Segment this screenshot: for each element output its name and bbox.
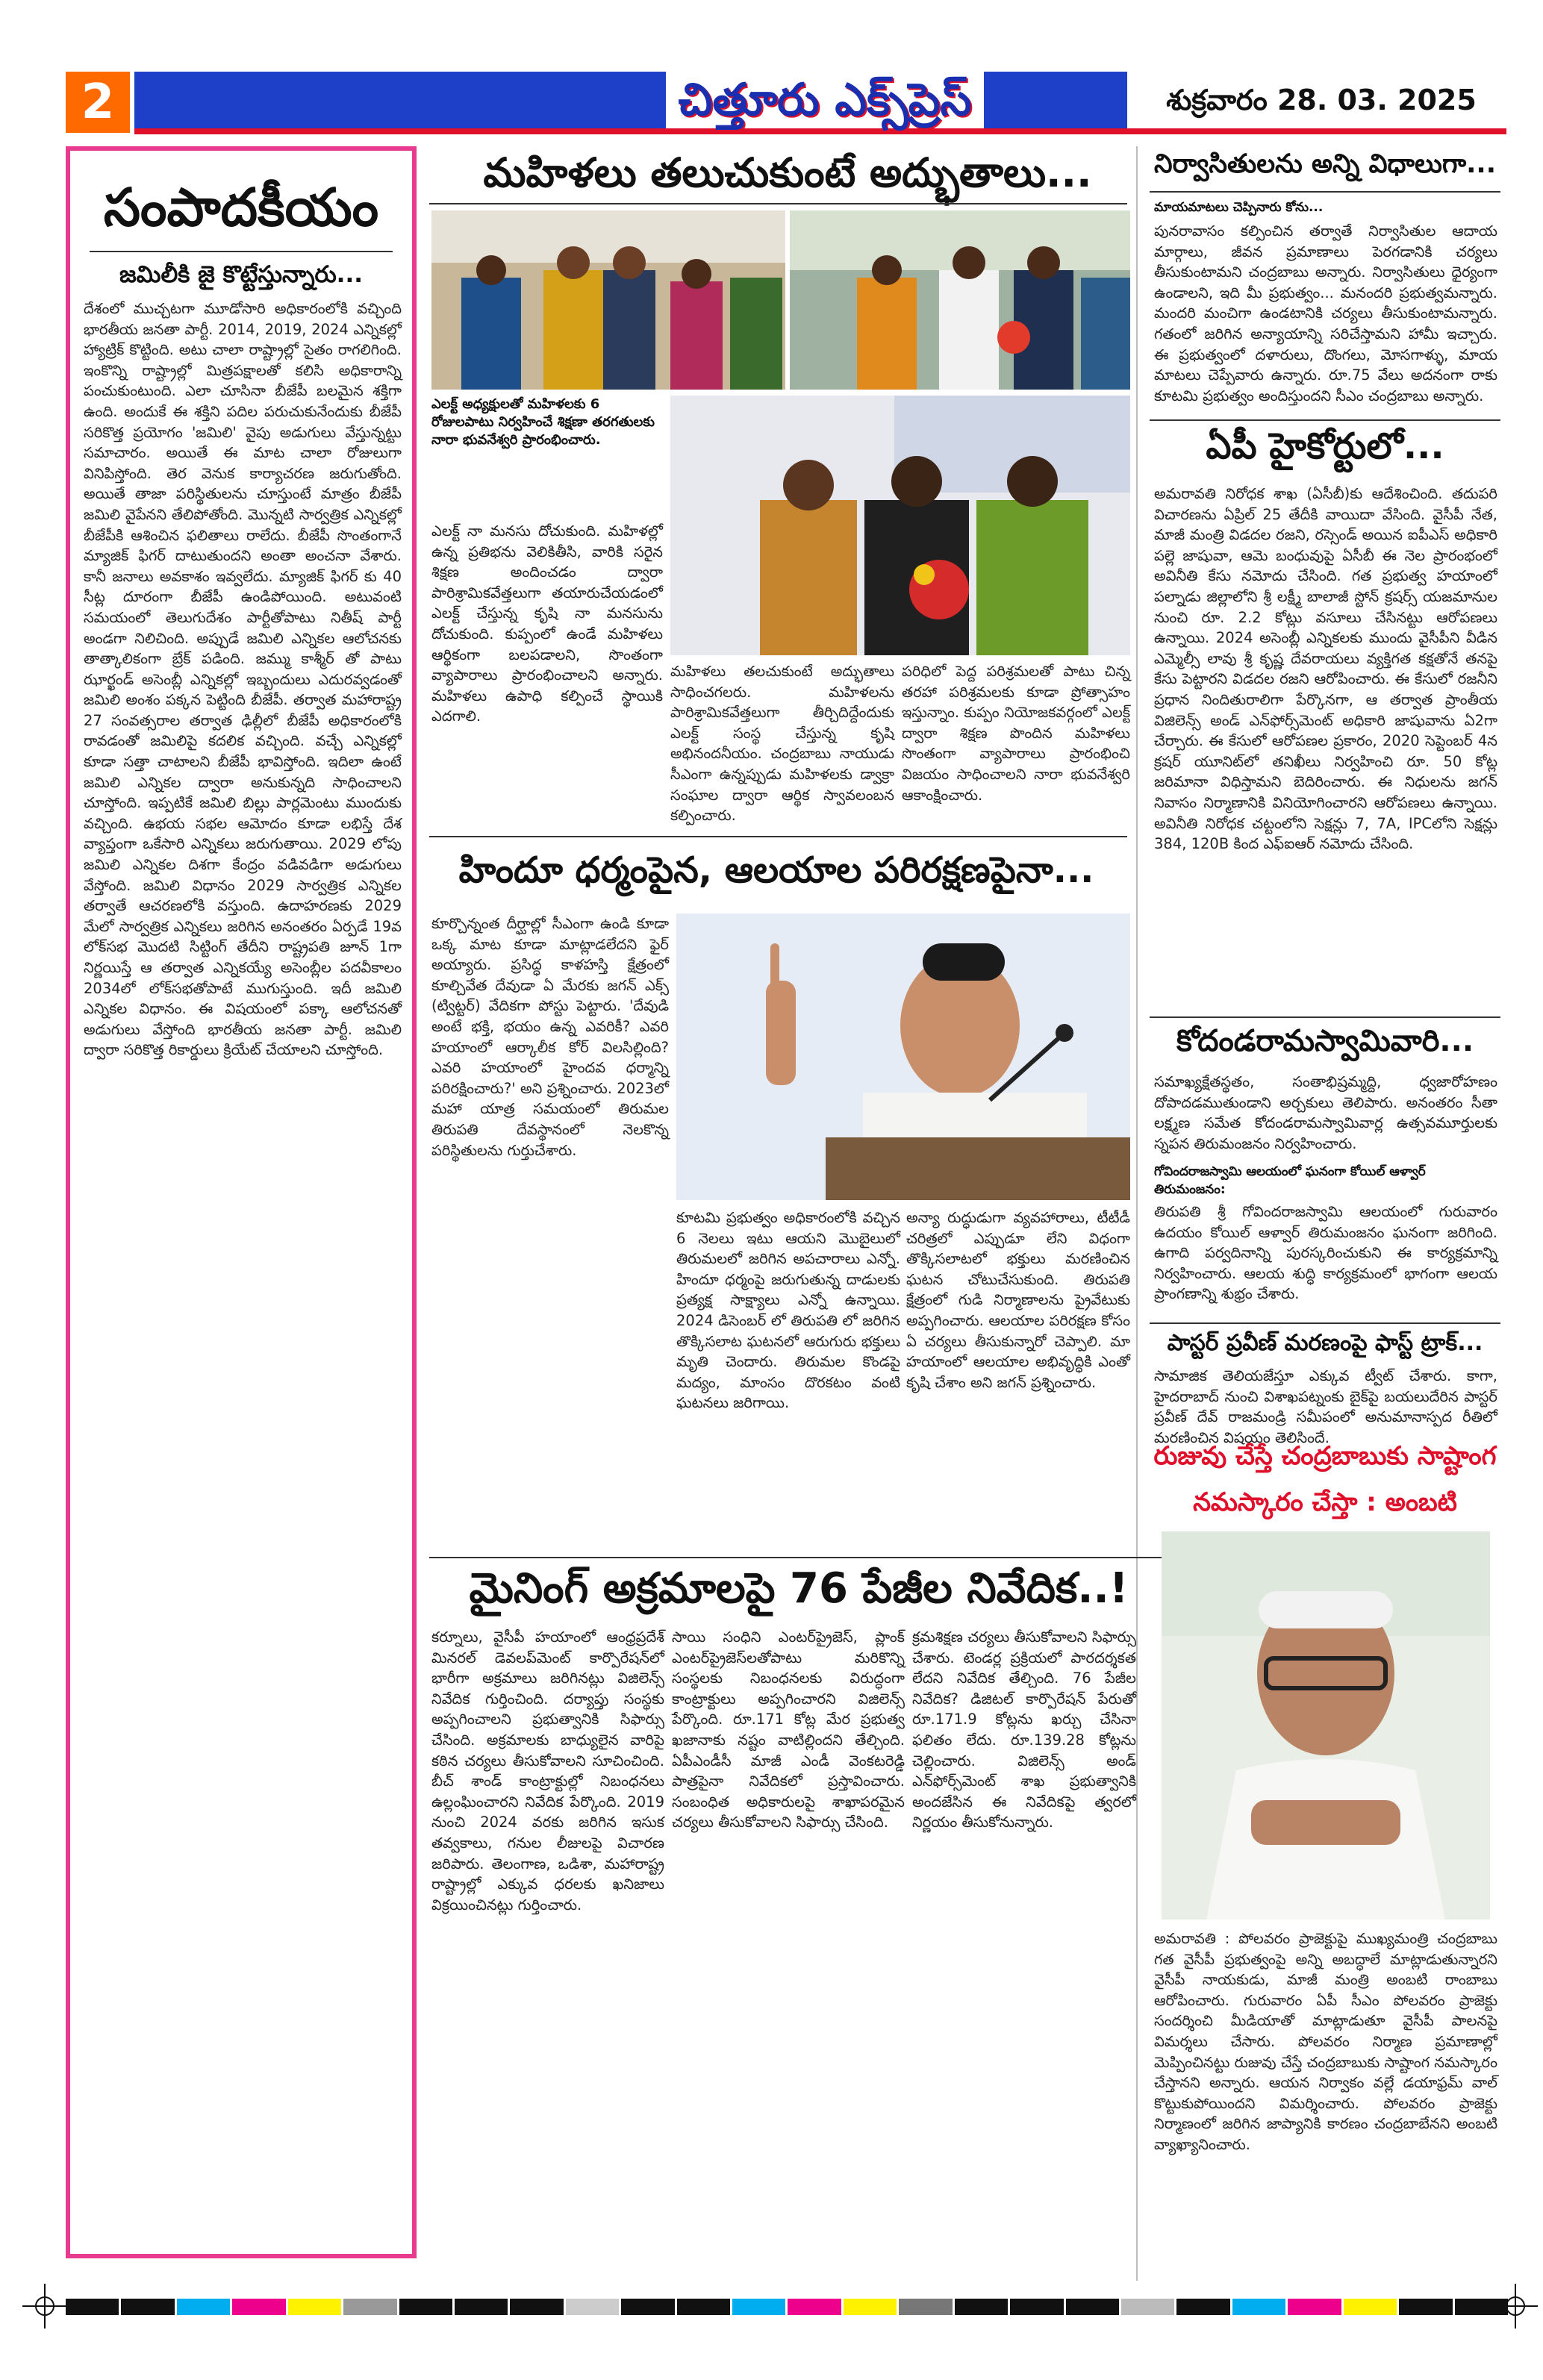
photo-event-main <box>670 396 1130 655</box>
headline-rujuvu: రుజువు చేస్తే చంద్రబాబుకు సాష్టాంగ నమస్కారం చేస్తా : అంబటి <box>1153 1441 1497 1517</box>
headline-mining: మైనింగ్ అక్రమాలపై 76 పేజీల నివేదిక..! <box>469 1564 1129 1613</box>
print-color-strip <box>66 2299 1508 2315</box>
headline-nirvasitu: నిర్వాసితులను అన్ని విధాలుగా... <box>1153 149 1496 179</box>
highcourt-body: అమరావతి నిరోధక శాఖ (ఏసీబీ)కు ఆదేశించింది. తదుపరి విచారణను ఏప్రిల్ 25 తేదీకి వాయిదా వేసింది. వైసీపీ నేత, మాజీ మంత్రి విడదల రజని, రస్సెండ్ అయిన ఐపీఎస్ అధికారి పల్లె జాషువా, ఆమె బంధువుపై ఏసీబీ ఈ నెల ప్రారంభంలో అవినీతి కేసు నమోదు చేసింది. గత ప్రభుత్వ హయాంలో పల్నాడు జిల్లాలోని శ్రీ లక్ష్మీ బాలాజీ స్టోన్ క్రషర్స్ యజమానుల నుంచి రూ. 2.2 కోట్లు వసూలు చేసినట్టు ఆరోపణలు ఉన్నాయి. 2024 అసెంబ్లీ ఎన్నికలకు ముందు వైసీపీని వీడిన ఎమ్మెల్సీ లావు శ్రీ కృష్ణ దేవరాయలు వ్యక్తిగత కక్షతోనే తనపై కేసు పెట్టారని విడదల రజని ఆరోపించారు. ఈ కేసులో రజనీని ప్రధాన నిందితురాలిగా పేర్కొనగా, ఆ తర్వాత ప్రాంతీయ విజిలెన్స్ అండ్ ఎన్‌ఫోర్స్‌మెంట్ అధికారి జాషువాను ఏ2గా చేర్చారు. ఈ కేసులో ఆరోపణల ప్రకారం, 2020 సెప్టెంబర్ 4న క్రషర్ యూనిట్‌లో తనిఖీలు నిర్వహించి రూ. 50 కోట్ల జరిమానా విధిస్తామని బెదిరించారు. ఈ నిధులను జగన్ నివాసం నిర్మాణానికి వినియోగించారని ఆరోపణలు ఉన్నాయి. అవినీతి నిరోధక చట్టంలోని సెక్షన్లు 7, 7A, IPCలోని సెక్షన్లు 384, 120B కింద ఎఫ్‌ఐఆర్ నమోదు చేసింది. <box>1154 485 1497 853</box>
masthead-bar-left <box>134 72 666 128</box>
headline-mahila: మహిళలు తలుచుకుంటే అద్భుతాలు... <box>483 149 1092 196</box>
photo-caption: ఎలక్ట్ అధ్యక్షులతో మహిళలకు 6 రోజులపాటు నిర్వహించే శిక్షణా తరగతులకు నారా భువనేశ్వరి ప్రారంభించారు. <box>431 396 655 448</box>
page-number: 2 <box>66 72 130 133</box>
section-rule <box>1150 1016 1500 1018</box>
section-rule <box>429 1557 1176 1558</box>
photo-ambati <box>1162 1531 1490 1920</box>
hindu-body-2: కూటమి ప్రభుత్వం అధికారంలోకి వచ్చిన 6 నెలలు ఇటు ఆయని మొబైలులో తిరుమలలో జరిగిన అపచారాలు ఎన్నో. హిందూ ధర్మంపై జరుగుతున్న దాడులకు ప్రత్యక్ష సాక్ష్యాలు ఎన్నో ఉన్నాయి. 2024 డిసెంబర్ లో తిరుపతి లో జరిగిన తొక్కిసలాట ఘటనలో ఆరుగురు భక్తులు మృతి చెందారు. తిరుమల కొండపై మద్యం, మాంసం దొరకటం వంటి ఘటనలు జరిగాయి. <box>676 1209 900 1412</box>
section-rule <box>1150 419 1500 421</box>
headline-rule <box>429 203 1127 204</box>
photo-event-2 <box>790 210 1130 390</box>
mining-body-1: కర్నూలు, వైసీపీ హయాంలో ఆంధ్రప్రదేశ్ మినరల్ డెవలప్‌మెంట్ కార్పొరేషన్‌లో భారీగా అక్రమాలు జరిగినట్లు విజిలెన్స్ నివేదిక గుర్తించింది. దర్యాప్తు సంస్థకు అప్పగించాలని ప్రభుత్వానికి సిఫార్సు చేసింది. అక్రమాలకు బాధ్యులైన వారిపై కఠిన చర్యలు తీసుకోవాలని సూచించింది. బీచ్ శాండ్ కాంట్రాక్టుల్లో నిబంధనలు ఉల్లంఘించారని నివేదిక పేర్కొంది. 2019 నుంచి 2024 వరకు జరిగిన ఇసుక తవ్వకాలు, గనుల లీజులపై విచారణ జరిపారు. తెలంగాణ, ఒడిశా, మహారాష్ట్ర రాష్ట్రాల్లో ఎక్కువ ధరలకు ఖనిజాలు విక్రయించినట్లు గుర్తించారు. <box>431 1628 664 1914</box>
column-separator <box>1136 146 1138 2281</box>
editorial-subtitle: జమిలీకి జై కొట్టేస్తున్నారు... <box>119 261 363 288</box>
headline-rule <box>1150 191 1500 193</box>
headline-kodanda: కోదండరామస్వామివారి... <box>1176 1024 1474 1058</box>
editorial-body: దేశంలో ముచ్చటగా మూడోసారి అధికారంలోకి వచ్చింది భారతీయ జనతా పార్టీ. 2014, 2019, 2024 ఎన్నికల్లో హ్యాట్రిక్ కొట్టింది. అటు చాలా రాష్ట్రాల్లో సైతం రాగలిగింది. ఇంకొన్ని రాష్ట్రాల్లో మిత్రపక్షాలతో కలిసి అధికారాన్ని పంచుకుంటుంది. ఎలా చూసినా బీజేపీ బలమైన శక్తిగా ఉంది. అందుకే ఈ శక్తిని పదిల పరుచుకునేందుకు బీజేపీ సరికొత్త ప్రయోగం 'జమిలి' వైపు అడుగులు వేస్తున్నట్టు సమాచారం. అయితే ఈ మాట చాలా రోజులుగా వినిపిస్తోంది. తెర వెనుక కార్యాచరణ జరుగుతోంది. అయితే తాజా పరిస్థితులను చూస్తుంటే మాత్రం బీజేపీ జమిలి వైపేనని తేలిపోతోంది. మొన్నటి సార్వత్రిక ఎన్నికల్లో బీజేపీకి ఆశించిన ఫలితాలు రాలేదు. బీజేపీ సొంతంగానే మ్యాజిక్ ఫిగర్ దాటుతుందని అంతా అంచనా వేశారు. కానీ జనాలు అవకాశం ఇవ్వలేదు. మ్యాజిక్ ఫిగర్ కు 40 సీట్ల దూరంగా బీజేపీ ఉండిపోయింది. అటువంటి సమయంలో తెలుగుదేశం పార్టీతోపాటు నితీష్ పార్టీ అండగా నిలిచింది. అప్పుడే జమిలి ఎన్నికల ఆలోచనకు తాత్కాలికంగా బ్రేక్ పడింది. జమ్ము కాశ్మీర్ తో పాటు ఝార్ఖండ్ అసెంబ్లీ ఎన్నికల్లో ఇబ్బందులు ఎదురవ్వడంతో జమిలి అంశం పక్కన పెట్టింది బీజేపీ. తర్వాత మహారాష్ట్ర 27 సంవత్సరాల తర్వాత ఢిల్లీలో బీజేపీ అధికారంలోకి రావడంతో జమిలిపై కదలిక వచ్చింది. వచ్చే ఎన్నికల్లో కూడా సత్తా చాటాలని బీజేపీ భావిస్తోంది. ఇదిలా ఉంటే జమిలి ఎన్నికల ద్వారా అనుకున్నది సాధించాలని చూస్తోంది. ఇప్పటికే జమిలి బిల్లు పార్లమెంటు ముందుకు వచ్చింది. ఉభయ సభల ఆమోదం కూడా లభిస్తే దేశ వ్యాప్తంగా ఒకేసారి ఎన్నికలు జరుగుతాయి. 2029 లోపు జమిలి ఎన్నికల దిశగా కేంద్రం వడివడిగా అడుగులు వేస్తోంది. జమిలి విధానం 2029 సార్వత్రిక ఎన్నికల తర్వాతే ఆచరణలోకి వస్తుంది. ఉదాహరణకు 2029 మేలో సార్వత్రిక ఎన్నికలు జరిగిన అనంతరం ఏర్పడే 19వ లోక్‌సభ మొదటి సిట్టింగ్ తేదీని రాష్ట్రపతి జూన్ 1గా నిర్ణయిస్తే ఆ తర్వాత ఎన్నికయ్యే అసెంబ్లీల పదవీకాలం 2034లో లోక్‌సభతోపాటే ముగుస్తుంది. ఇదీ జమిలి ఎన్నికల విధానం. ఈ విషయంలో పక్కా ఆలోచనతో అడుగులు వేస్తోంది భారతీయ జనతా పార్టీ. జమిలి ద్వారా సరికొత్త రికార్డులు క్రియేట్ చేయాలని చూస్తోంది. <box>84 300 402 1059</box>
section-rule <box>429 836 1127 837</box>
kodanda-body: సమాఖ్యక్షేతస్థతం, సంతాభిష్రమ్మద్ది, ధ్వజారోహణం దోపాదడముతుండాని అర్చకులు తెలిపారు. అనంతరం సీతా లక్ష్మణ సమేత కోదండరామస్వామివార్ల ఉత్సవమూర్తులకు స్నపన తిరుమంజనం నిర్వహించారు. <box>1154 1073 1497 1152</box>
headline-hindu: హిందూ ధర్మంపైన, ఆలయాల పరిరక్షణపైనా... <box>458 849 1094 891</box>
mining-body-3: క్రమశిక్షణ చర్యలు తీసుకోవాలని సిఫార్సు చేశారు. టెండర్ల ప్రక్రియలో పారదర్శకత లేదని నివేదిక తేల్చింది. 76 పేజీల నివేదిక? డిజిటల్ కార్పొరేషన్ పేరుతో రూ.171.9 కోట్లను ఖర్చు చేసినా ఫలితం లేదు. రూ.139.28 కోట్లను చెల్లించారు. విజిలెన్స్ అండ్ ఎన్‌ఫోర్స్‌మెంట్ శాఖ ప్రభుత్వానికి అందజేసిన ఈ నివేదికపై త్వరలో నిర్ణయం తీసుకోనున్నారు. <box>912 1628 1136 1831</box>
mahila-body-3: పరిధిలో పెద్ద పరిశ్రమలతో పాటు చిన్న తరహా పరిశ్రమలకు కూడా ప్రోత్సాహం ఇస్తున్నాం. కుప్పం నియోజకవర్గంలో ఎలక్ట్ ద్వారా శిక్షణ పొందిన మహిళలు సొంతంగా వ్యాపారాలు ప్రారంభించి విజయం సాధించాలని నారా భువనేశ్వరి ఆకాంక్షించారు. <box>902 663 1130 804</box>
hindu-body-1: కూర్చొన్నంత దీర్ఘాల్లో సీఎంగా ఉండి కూడా ఒక్క మాట కూడా మాట్లాడలేదని ఫైర్ అయ్యారు. ప్రసిద్ధ కాళహస్తి క్షేత్రంలో కూల్చివేత దేవుడా ఏ మేరకు జగన్ ఎక్స్ (ట్విట్టర్) వేదికగా పోస్టు పెట్టారు. 'దేవుడి అంటే భక్తి, భయం ఉన్న ఎవరికీ? ఎవరి హయాంలో ఆర్కాలీక కోర్ విలసిల్లింది? ఎవరి హయాంలో హైందవ ధర్మాన్ని పరిరక్షించారు?' అని ప్రశ్నించారు. 2023లో మహా యాత్ర సమయంలో తిరుమల తిరుపతి దేవస్థానంలో నెలకొన్న పరిస్థితులను గుర్తుచేశారు. <box>431 915 669 1159</box>
crosshair-icon <box>22 2284 67 2329</box>
headline-highcourt: ఏపీ హైకోర్టులో... <box>1206 425 1444 467</box>
headline-pastor: పాస్టర్ ప్రవీణ్ మరణంపై ఫాస్ట్ ట్రాక్... <box>1167 1330 1483 1356</box>
section-rule <box>1150 1322 1500 1324</box>
kodanda-subhead: గోవిందరాజస్వామి ఆలయంలో ఘనంగా కోయిల్ ఆళ్వార్ తిరుమంజనం: <box>1154 1164 1426 1197</box>
editorial-title: సంపాదకీయం <box>103 176 379 238</box>
mining-body-2: సాయి సంధిని ఎంటర్‌ప్రైజెస్, ప్లాంక్ ఎంటర్‌ప్రైజెస్‌లతోపాటు మరికొన్ని సంస్థలకు నిబంధనలకు విరుద్ధంగా కాంట్రాక్టులు అప్పగించారని విజిలెన్స్ పేర్కొంది. రూ.171 కోట్ల మేర ప్రభుత్వ ఖజానాకు నష్టం వాటిల్లిందని తేల్చింది. ఏపీఎండీసీ మాజీ ఎండీ వెంకటరెడ్డి పాత్రపైనా నివేదికలో ప్రస్తావించారు. సంబంధిత అధికారులపై శాఖాపరమైన చర్యలు తీసుకోవాలని సిఫార్సు చేసింది. <box>672 1628 905 1831</box>
mahila-body-2: మహిళలు తలచుకుంటే అద్భుతాలు సాధించగలరు. మహిళలను పారిశ్రామికవేత్తలుగా తీర్చిదిద్దేందుకు ఎలక్ట్ సంస్థ చేస్తున్న కృషి అభినందనీయం. చంద్రబాబు నాయుడు సీఎంగా ఉన్నప్పుడు మహిళలకు డ్వాక్రా సంఘాల ద్వారా ఆర్థిక స్వావలంబన కల్పించారు. <box>670 663 894 825</box>
hindu-body-3: అన్యా రుద్ధుడుగా వ్యవహారాలు, టీటీడీ చరిత్రలో ఎప్పుడూ లేని విధంగా తొక్కిసలాటలో భక్తులు మరణించిన ఘటన చోటుచేసుకుంది. తిరుపతి క్షేత్రంలో గుడి నిర్మాణాలను ప్రైవేటుకు అప్పగించారు. ఆలయాల పరిరక్షణ కోసం ఏ చర్యలు తీసుకున్నారో చెప్పాలి. మా హయాంలో ఆలయాల అభివృద్ధికి ఎంతో కృషి చేశాం అని జగన్ ప్రశ్నించారు. <box>906 1209 1130 1391</box>
nirvasitu-byline: మాయమాటలు చెప్పినారు కోను... <box>1154 200 1324 215</box>
photo-jagan <box>676 913 1130 1200</box>
newspaper-brand: చిత్తూరు ఎక్స్‌ప్రెస్ <box>678 74 972 126</box>
editorial-divider <box>90 251 393 252</box>
mahila-body-1: ఎలక్ట్ నా మనసు దోచుకుంది. మహిళల్లో ఉన్న ప్రతిభను వెలికితీసి, వారికి సరైన శిక్షణ అందించడం ద్వారా పారిశ్రామికవేత్తలుగా తయారుచేయడంలో ఎలక్ట్ చేస్తున్న కృషి నా మనసును దోచుకుంది. కుప్పంలో ఉండే మహిళలు ఆర్థికంగా బలపడాలని, సొంతంగా వ్యాపారాలు ప్రారంభించాలని అన్నారు. మహిళలు ఉపాధి కల్పించే స్థాయికి ఎదగాలి. <box>431 522 663 725</box>
photo-event-1 <box>431 210 785 390</box>
pastor-body: సామాజిక తెలియజేస్తూ ఎక్కువ ట్వీట్ చేశారు. కాగా, హైదరాబాద్ నుంచి విశాఖపట్నంకు బైక్‌పై బయలుదేరిన పాస్టర్ ప్రవీణ్ దేవ్ రాజమండ్రి సమీపంలో అనుమానాస్పద రీతిలో మరణించిన విషయం తెలిసిందే. <box>1154 1367 1497 1446</box>
nirvasitu-body: పునరావాసం కల్పించిన తర్వాతే నిర్వాసితుల ఆదాయ మార్గాలు, జీవన ప్రమాణాలు పెరగడానికి చర్యలు తీసుకుంటామని చంద్రబాబు అన్నారు. నిర్వాసితులు ధైర్యంగా ఉండాలని, ఇది మీ ప్రభుత్వం... మనందరి ప్రభుత్వమన్నారు. మందరి మంచిగా ఉండటానికి చర్యలు తీసుకుంటామన్నారు. గతంలో జరిగిన అన్యాయాన్ని సరిచేస్తామని హామీ ఇచ్చారు. ఈ ప్రభుత్వంలో దళారులు, దొంగలు, మోసగాళ్ళు, మాయ మాటలు చెప్పేవారు ఉన్నారు. రూ.75 వేలు అదనంగా రాకు కూటమి ప్రభుత్వం అందిస్తుందని సీఎం చంద్రబాబు అన్నారు. <box>1154 222 1497 405</box>
rujuvu-body: అమరావతి : పోలవరం ప్రాజెక్టుపై ముఖ్యమంత్రి చంద్రబాబు గత వైసీపీ ప్రభుత్వంపై అన్ని అబద్ధాలే మాట్లాడుతున్నారని వైసీపీ నాయకుడు, మాజీ మంత్రి అంబటి రాంబాబు ఆరోపించారు. గురువారం ఏపీ సీఎం పోలవరం ప్రాజెక్టు సందర్శించి మీడియాతో మాట్లాడుతూ వైసీపీ పాలనపై విమర్శలు చేసారు. పోలవరం నిర్మాణ ప్రమాణాల్లో మెప్పించినట్టు రుజువు చేస్తే చంద్రబాబుకు సాష్టాంగ నమస్కారం చేస్తానని అన్నారు. ఆయన నిర్వాకం వల్లే డయాఫ్రమ్ వాల్ కొట్టుకుపోయిందని విమర్శించారు. పోలవరం ప్రాజెక్టు నిర్మాణంలో జరిగిన జాప్యానికి కారణం చంద్రబాబేనని అంబటి వ్యాఖ్యానించారు. <box>1154 1930 1497 2153</box>
issue-date: శుక్రవారం 28. 03. 2025 <box>1166 84 1477 116</box>
masthead-bar-right <box>984 72 1127 128</box>
kodanda-body-2: తిరుపతి శ్రీ గోవిందరాజస్వామి ఆలయంలో గురువారం ఉదయం కోయిల్ ఆళ్వార్ తిరుమంజనం ఘనంగా జరిగింది. ఉగాది పర్వదినాన్ని పురస్కరించుకుని ఈ కార్యక్రమాన్ని నిర్వహించారు. ఆలయ శుద్ధి కార్యక్రమంలో భాగంగా ఆలయ ప్రాంగణాన్ని శుభ్రం చేశారు. <box>1154 1203 1497 1303</box>
